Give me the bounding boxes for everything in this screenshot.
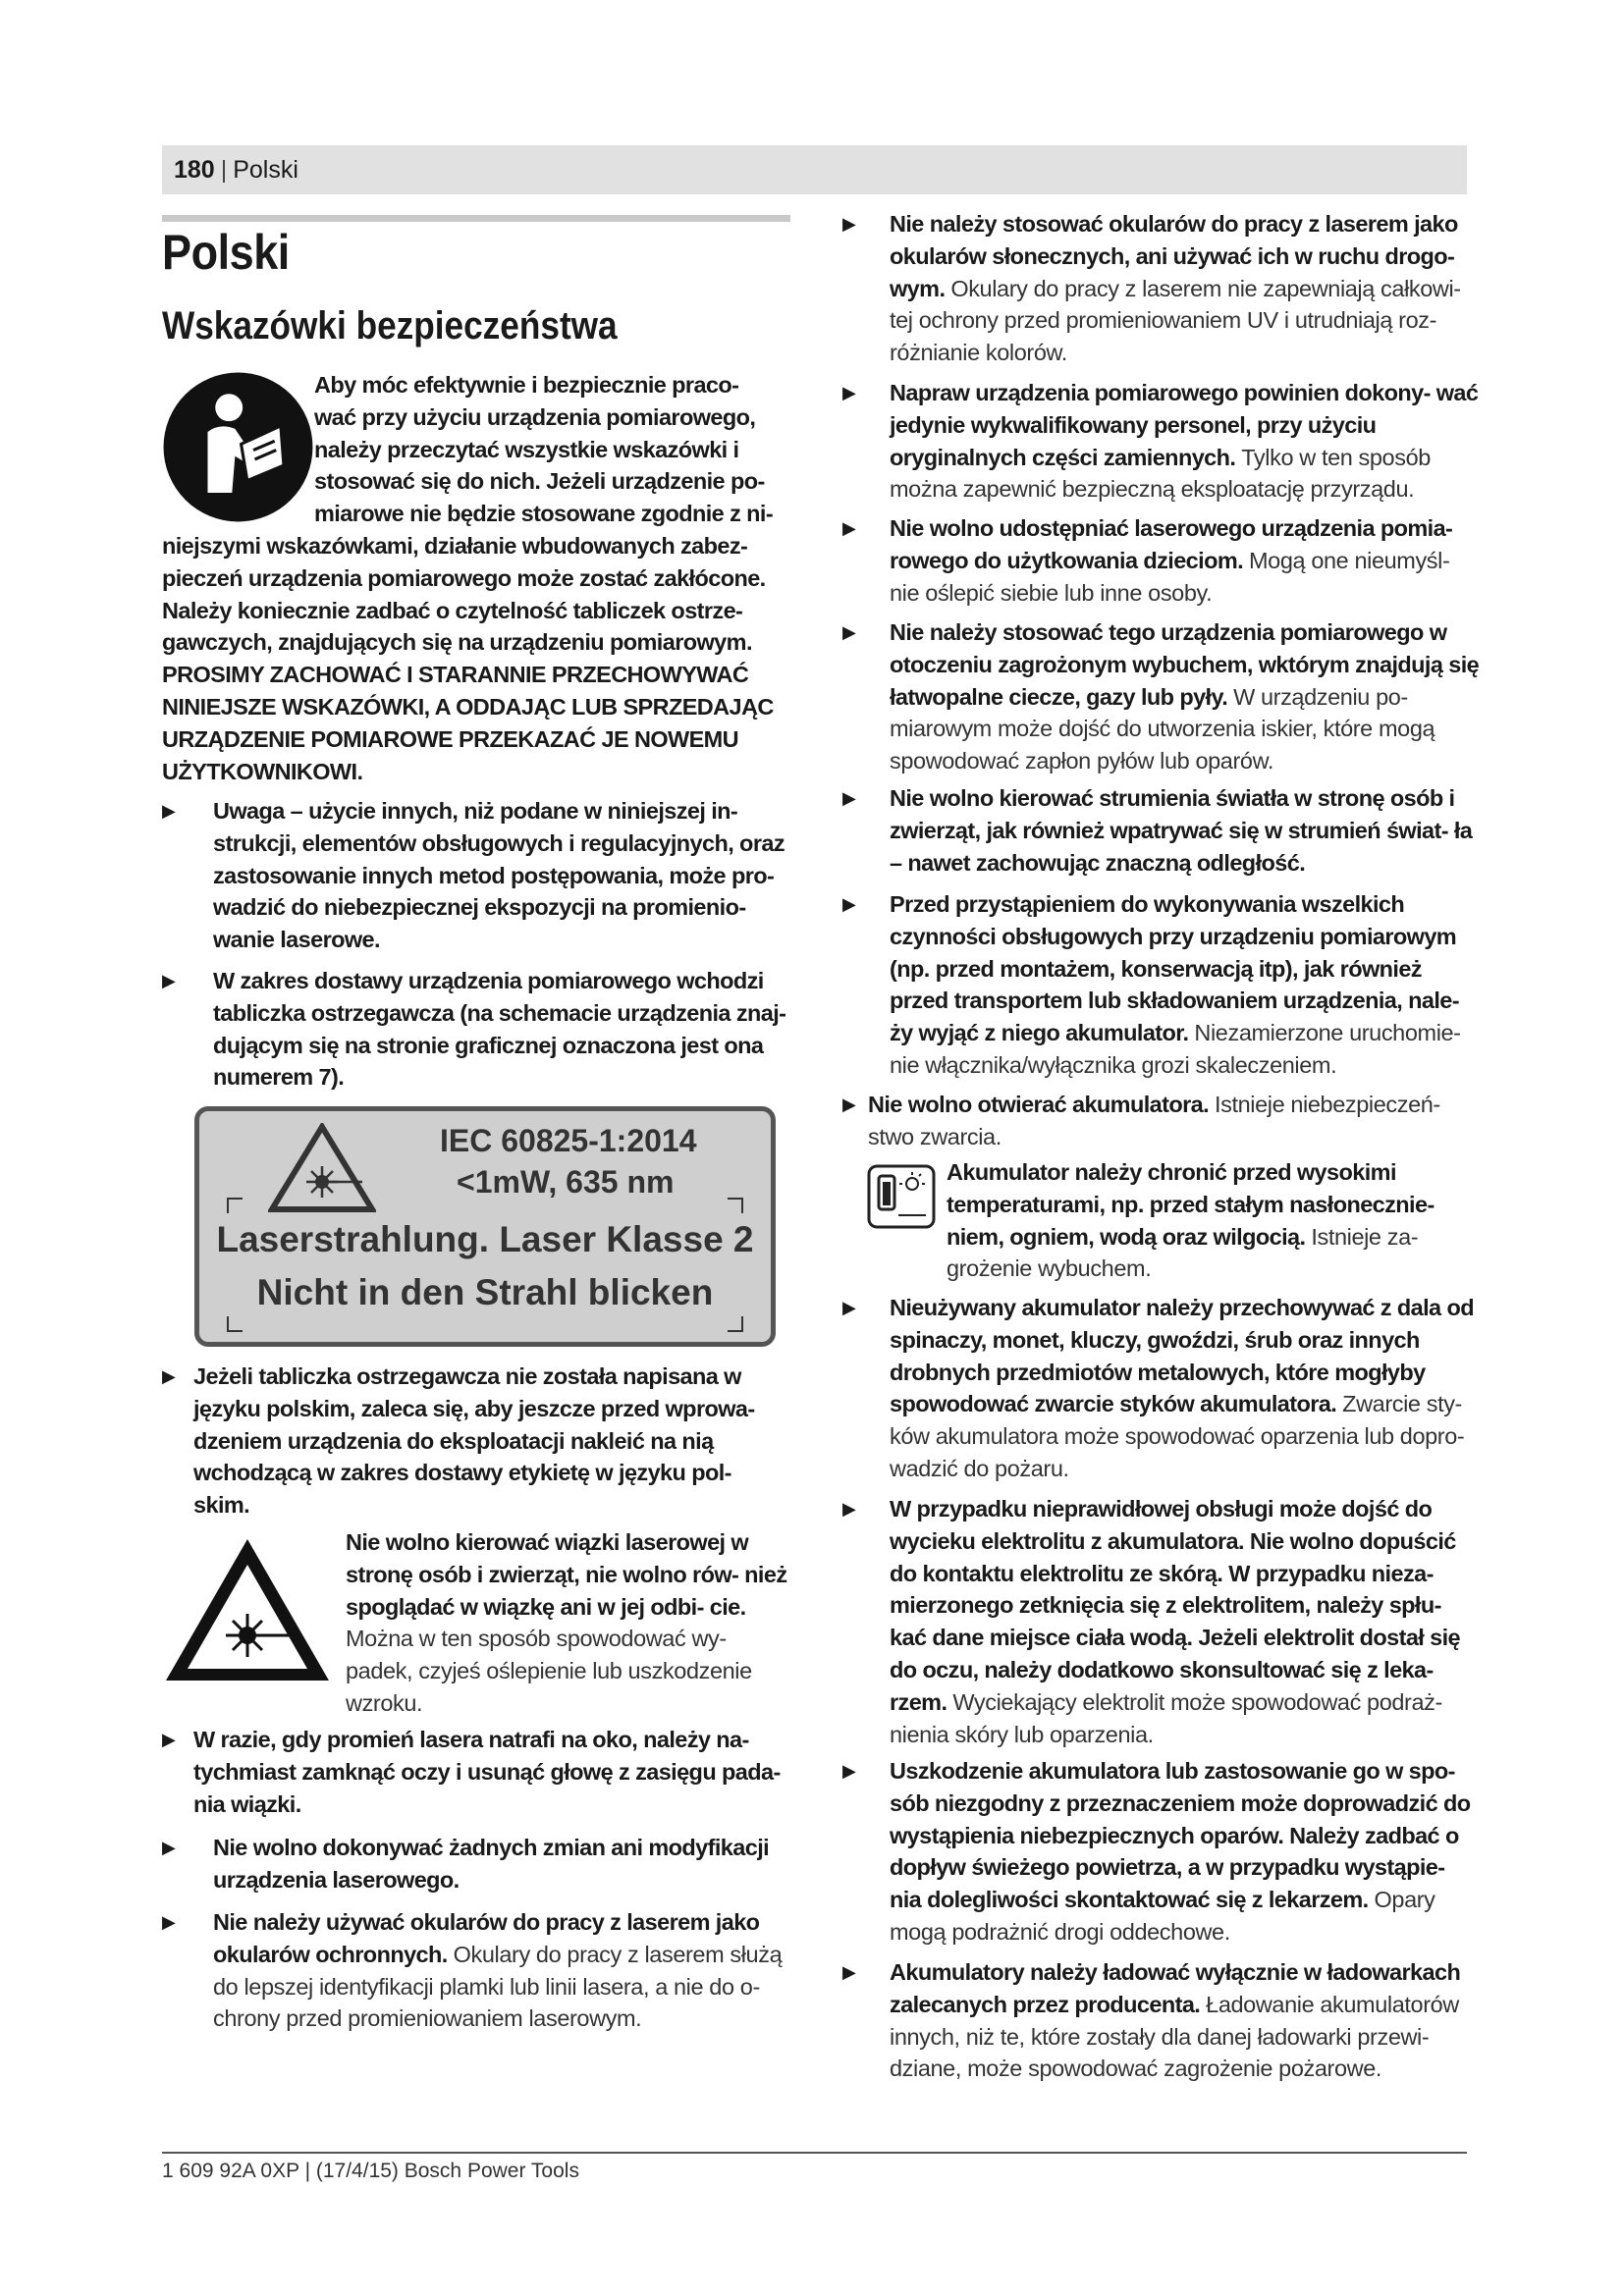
- list-item: [842, 1493, 1481, 1750]
- label-corner-mark: [728, 1198, 743, 1213]
- intro-line: Aby móc efektywnie i bezpiecznie praco-: [314, 372, 739, 398]
- item-bold: Jeżeli tabliczka ostrzegawcza nie została napisana w języku polskim, zaleca się, aby jeszcze przed wprowa- dzeniem urządzenia do eksploatacji nakleić na nią wchodzącą w zakres dostawy etykietę w języku pol- skim.: [193, 1363, 755, 1519]
- intro-line: stosować się do nich. Jeżeli urządzenie po-: [314, 468, 765, 495]
- footer-rule: [162, 2152, 1467, 2154]
- triangle-bullet-icon: ▶: [842, 1499, 856, 1519]
- temperature-icon: [867, 1164, 936, 1229]
- intro-line: wać przy użyciu urządzenia pomiarowego,: [314, 403, 756, 430]
- intro-line: pieczeń urządzenia pomiarowego może zostać zakłócone.: [162, 564, 766, 591]
- page-number: 180: [174, 155, 215, 184]
- list-item: [842, 616, 1481, 777]
- item-normal: Niezamierzone uruchomie- nie włącznika/wyłącznika grozi skaleczeniem.: [890, 1020, 1461, 1078]
- item-bold: Nie wolno kierować wiązki laserowej w stronę osób i zwierząt, nie wolno rów- nież spoglądać w wiązkę ani w jej odbi- cie.: [346, 1529, 787, 1620]
- intro-text: [314, 369, 795, 530]
- laser-hazard-icon: [268, 1123, 376, 1213]
- label-line2: Nicht in den Strahl blicken: [256, 1272, 714, 1312]
- triangle-bullet-icon: ▶: [162, 1912, 176, 1932]
- section-title: Wskazówki bezpieczeństwa: [162, 304, 618, 347]
- intro-line: PROSIMY ZACHOWAĆ I STARANNIE PRZECHOWYWAĆ: [162, 662, 749, 688]
- triangle-bullet-icon: ▶: [842, 1095, 856, 1114]
- title-rule: [162, 215, 790, 222]
- triangle-bullet-icon: ▶: [842, 1761, 856, 1781]
- item-normal: Zwarcie sty- ków akumulatora może spowodować oparzenia lub dopro- wadzić do pożaru.: [890, 1391, 1465, 1481]
- read-manual-icon: [162, 371, 314, 523]
- list-item: [842, 1089, 1481, 1153]
- list-item: [162, 965, 790, 1094]
- header-language: Polski: [233, 155, 298, 184]
- intro-line: miarowe nie będzie stosowane zgodnie z ni-: [314, 501, 774, 527]
- item-bold: Uszkodzenie akumulatora lub zastosowanie go w spo- sób niezgodny z przeznaczeniem może doprowadzić do wystąpienia niebezpiecznych oparów. Należy zadbać o dopływ świeżego powietrza, a w przypadku wystąpie- nia dolegliwości skontaktować się z lekarzem.: [890, 1758, 1471, 1913]
- item-normal: W urządzeniu po- miarowym może dojść do utworzenia iskier, które mogą spowodować zapłon pyłów lub oparów.: [890, 683, 1435, 774]
- intro-text-continued: [162, 530, 795, 787]
- item-normal: Można w ten sposób spowodować wy- padek, czyjeś oślepienie lub uszkodzenie wzroku.: [346, 1626, 752, 1716]
- list-item: [162, 1724, 790, 1820]
- intro-line: NINIEJSZE WSKAZÓWKI, A ODDAJĄC LUB SPRZEDAJĄC: [162, 693, 774, 720]
- label-corner-mark: [728, 1316, 743, 1332]
- page-title: Polski: [162, 225, 290, 280]
- triangle-bullet-icon: ▶: [842, 894, 856, 914]
- item-bold: Akumulatory należy ładować wyłącznie w ładowarkach zalecanych przez producenta.: [890, 1959, 1461, 2017]
- item-normal: Okulary do pracy z laserem służą do lepszej identyfikacji plamki lub linii lasera, a nie do o- chrony przed promieniowaniem laserowym.: [213, 1941, 783, 2032]
- list-item: [162, 795, 790, 956]
- laser-warning-text: [346, 1526, 792, 1720]
- item-normal: Wyciekający elektrolit może spowodować podraż- nienia skóry lub oparzenia.: [890, 1688, 1442, 1747]
- item-normal: Ładowanie akumulatorów innych, niż te, które zostały dla danej ładowarki przewi- dziane, może spowodować zagrożenie pożarowe.: [890, 1991, 1459, 2082]
- list-item: [842, 888, 1481, 1082]
- label-standard: IEC 60825-1:2014: [440, 1123, 697, 1158]
- item-bold: W razie, gdy promień lasera natrafi na oko, należy na- tychmiast zamknąć oczy i usunąć głowę z zasięgu pada- nia wiązki.: [193, 1727, 781, 1817]
- item-bold: Przed przystąpieniem do wykonywania wszelkich czynności obsługowych przy urządzeniu pomiarowym (np. przed montażem, konserwacją itp), jak również przed transportem lub składowaniem urządzenia, nale- ży wyjąć z niego akumulator.: [890, 891, 1459, 1046]
- item-bold: Nie należy stosować okularów do pracy z laserem jako okularów słonecznych, ani używać ich w ruchu drogo- wym.: [890, 211, 1458, 301]
- label-line1: Laserstrahlung. Laser Klasse 2: [216, 1219, 754, 1259]
- triangle-bullet-icon: ▶: [842, 622, 856, 642]
- list-item: [842, 1956, 1481, 2085]
- label-power: <1mW, 635 nm: [457, 1164, 675, 1200]
- list-item: [162, 1906, 790, 2035]
- label-corner-mark: [227, 1316, 243, 1332]
- list-item: [842, 782, 1481, 879]
- page-footer: 1 609 92A 0XP | (17/4/15) Bosch Power Tools: [162, 2160, 579, 2182]
- intro-line: URZĄDZENIE POMIAROWE PRZEKAZAĆ JE NOWEMU: [162, 725, 739, 752]
- triangle-bullet-icon: ▶: [842, 1298, 856, 1317]
- item-bold: Nie należy stosować tego urządzenia pomiarowego w otoczeniu zagrożonym wybuchem, wktórym znajdują się łatwopalne ciecze, gazy lub pyły.: [890, 619, 1480, 710]
- laser-warning-icon: [162, 1533, 334, 1685]
- list-item: [842, 512, 1481, 609]
- item-bold: Uwaga – użycie innych, niż podane w niniejszej in- strukcji, elementów obsługowych i regulacyjnych, oraz zastosowanie innych metod postępowania, może pro- wadzić do niebezpiecznej ekspozycji na promienio- wanie laserowe.: [213, 798, 785, 953]
- triangle-bullet-icon: ▶: [162, 1838, 176, 1857]
- item-normal: Istnieje niebezpieczeń- stwo zwarcia.: [868, 1092, 1440, 1149]
- triangle-bullet-icon: ▶: [842, 383, 856, 402]
- item-normal: Tylko w ten sposób można zapewnić bezpieczną eksploatację przyrządu.: [890, 444, 1431, 503]
- list-item: [842, 1755, 1481, 1949]
- item-normal: Mogą one nieumyśl- nie oślepić siebie lub inne osoby.: [890, 547, 1450, 606]
- item-bold: W przypadku nieprawidłowej obsługi może dojść do wycieku elektrolitu z akumulatora. Nie wolno dopuścić do kontaktu elektrolitu ze skórą. W przypadku nieza- mierzonego zetknięcia się z elektrolitem, należy spłu- kać dane miejsce ciała wodą. Jeżeli elektrolit dostał się do oczu, należy dodatkowo skonsultować się z leka- rzem.: [890, 1496, 1461, 1715]
- item-normal: Istnieje za- grożenie wybuchem.: [947, 1223, 1419, 1282]
- intro-line: UŻYTKOWNIKOWI.: [162, 758, 363, 784]
- item-bold: Nie należy używać okularów do pracy z laserem jako okularów ochronnych.: [213, 1909, 760, 1967]
- item-bold: Akumulator należy chronić przed wysokimi temperaturami, np. przed stałym nasłonecznie- niem, ogniem, wodą oraz wilgocią.: [947, 1159, 1435, 1250]
- page-header: [162, 145, 1467, 194]
- list-item: [842, 1292, 1481, 1485]
- item-bold: Nie wolno otwierać akumulatora.: [868, 1092, 1210, 1117]
- list-item: [162, 1361, 790, 1522]
- item-normal: Opary mogą podrażnić drogi oddechowe.: [890, 1887, 1435, 1945]
- label-corner-mark: [227, 1198, 243, 1213]
- triangle-bullet-icon: ▶: [842, 788, 856, 808]
- list-item: [842, 377, 1481, 506]
- item-bold: Napraw urządzenia pomiarowego powinien dokony- wać jedynie wykwalifikowany personel, przy użyciu oryginalnych części zamiennych.: [890, 380, 1479, 470]
- heat-warning-text: [947, 1156, 1475, 1285]
- intro-line: niejszymi wskazówkami, działanie wbudowanych zabez-: [162, 533, 748, 559]
- item-bold: W zakres dostawy urządzenia pomiarowego wchodzi tabliczka ostrzegawcza (na schemacie urządzenia znaj- dującym się na stronie graficznej oznaczona jest ona numerem 7).: [213, 968, 786, 1091]
- triangle-bullet-icon: ▶: [162, 1730, 176, 1749]
- item-bold: Nieużywany akumulator należy przechowywać z dala od spinaczy, monet, kluczy, gwoździ, śrub oraz innych drobnych przedmiotów metalowych, które mogłyby spowodować zwarcie styków akumulatora.: [890, 1295, 1474, 1417]
- triangle-bullet-icon: ▶: [842, 518, 856, 538]
- laser-warning-label: [194, 1106, 776, 1347]
- item-bold: Nie wolno dokonywać żadnych zmian ani modyfikacji urządzenia laserowego.: [213, 1835, 770, 1893]
- triangle-bullet-icon: ▶: [162, 971, 176, 990]
- triangle-bullet-icon: ▶: [162, 1366, 176, 1386]
- header-separator: |: [220, 155, 228, 184]
- intro-line: Należy koniecznie zadbać o czytelność tabliczek ostrze-: [162, 597, 743, 623]
- list-item: [162, 1832, 790, 1896]
- list-item: [842, 208, 1481, 369]
- intro-line: należy przeczytać wszystkie wskazówki i: [314, 436, 739, 462]
- item-bold: Nie wolno kierować strumienia światła w stronę osób i zwierząt, jak również wpatrywać się w strumień świat- ła – nawet zachowując znaczną odległość.: [890, 785, 1473, 876]
- triangle-bullet-icon: ▶: [162, 801, 176, 821]
- item-bold: Nie wolno udostępniać laserowego urządzenia pomia- rowego do użytkowania dzieciom.: [890, 515, 1453, 573]
- triangle-bullet-icon: ▶: [842, 1962, 856, 1982]
- triangle-bullet-icon: ▶: [842, 214, 856, 234]
- intro-line: gawczych, znajdujących się na urządzeniu pomiarowym.: [162, 629, 752, 656]
- item-normal: Okulary do pracy z laserem nie zapewniają całkowi- tej ochrony przed promieniowaniem UV i utrudniają roz- różnianie kolorów.: [890, 275, 1461, 366]
